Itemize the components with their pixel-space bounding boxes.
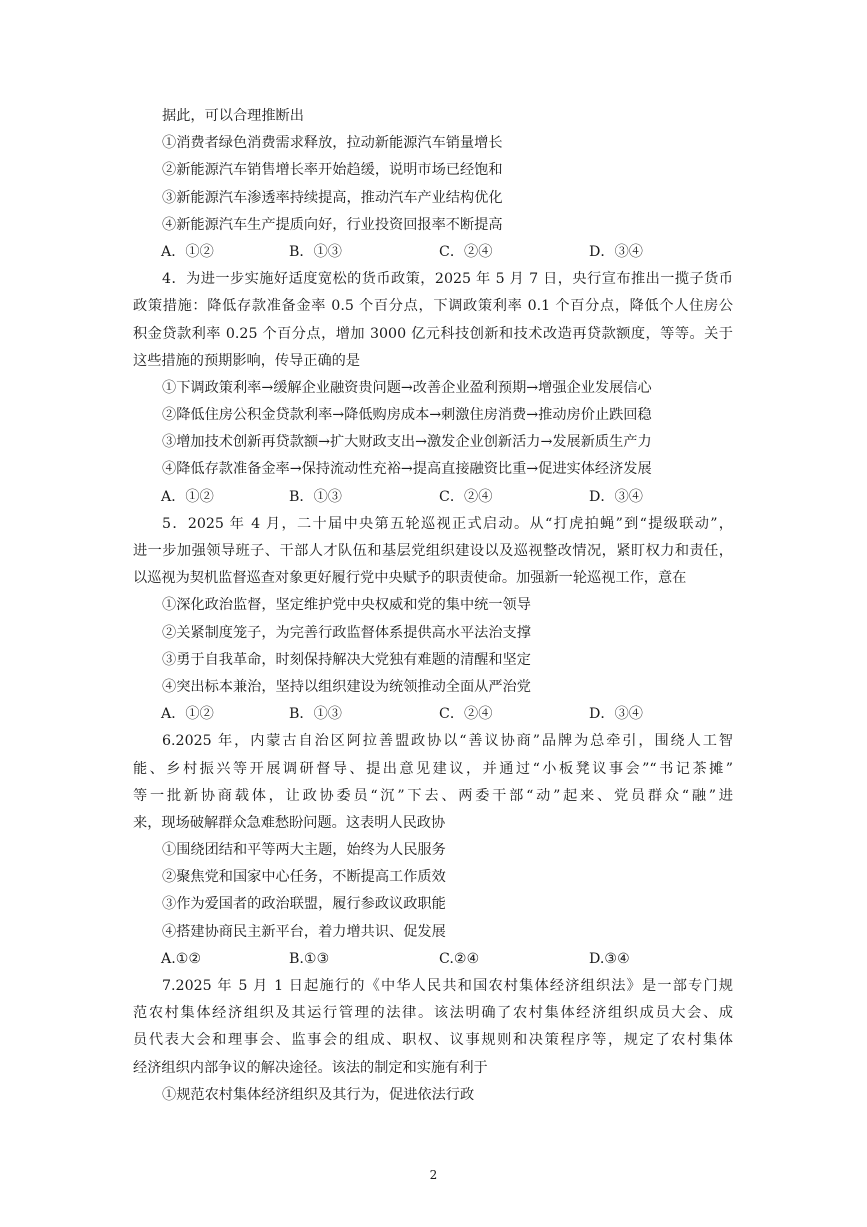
answer-choices bbox=[133, 701, 733, 728]
question-stem-line: 等一批新协商载体，让政协委员“沉”下去、两委干部“动”起来、党员群众“融”进 bbox=[133, 787, 733, 804]
answer-choice: A．①② bbox=[161, 706, 214, 723]
option-line: ①规范农村集体经济组织及其行为，促进依法行政 bbox=[162, 1086, 475, 1103]
option-line: ③新能源汽车渗透率持续提高，推动汽车产业结构优化 bbox=[162, 189, 503, 206]
option-line: ④新能源汽车生产提质向好，行业投资回报率不断提高 bbox=[162, 216, 503, 233]
answer-choices bbox=[133, 946, 733, 973]
question-stem-line: 7.2025 年 5 月 1 日起施行的《中华人民共和国农村集体经济组织法》是一部专门规 bbox=[162, 978, 733, 994]
answer-choice: C.②④ bbox=[439, 950, 480, 967]
option-line: ②降低住房公积金贷款利率→降低购房成本→刺激住房消费→推动房价止跌回稳 bbox=[162, 407, 652, 424]
question-stem-line: 6.2025 年，内蒙古自治区阿拉善盟政协以“善议协商”品牌为总牵引，围绕人工智 bbox=[162, 733, 733, 750]
question-stem-line: 4．为进一步实施好适度宽松的货币政策，2025 年 5 月 7 日，央行宣布推出一揽子货币 bbox=[162, 271, 733, 288]
answer-choices bbox=[133, 239, 733, 266]
question-stem-line: 以巡视为契机监督巡查对象更好履行党中央赋予的职责使命。加强新一轮巡视工作，意在 bbox=[133, 570, 687, 587]
answer-choice: D．③④ bbox=[589, 243, 643, 260]
answer-choice: B．①③ bbox=[289, 488, 342, 505]
answer-choice: A．①② bbox=[161, 488, 214, 505]
option-line: ②新能源汽车销售增长率开始趋缓，说明市场已经饱和 bbox=[162, 162, 503, 179]
page-number: 2 bbox=[429, 1168, 438, 1182]
answer-choice: B.①③ bbox=[289, 950, 330, 967]
option-line: ③勇于自我革命，时刻保持解决大党独有难题的清醒和坚定 bbox=[162, 651, 531, 668]
option-line: ④突出标本兼治，坚持以组织建设为统领推动全面从严治党 bbox=[162, 678, 531, 695]
answer-choice: C．②④ bbox=[439, 243, 493, 260]
answer-choice: B．①③ bbox=[289, 706, 342, 723]
question-stem-line: 员代表大会和理事会、监事会的组成、职权、议事规则和决策程序等，规定了农村集体 bbox=[133, 1032, 733, 1049]
answer-choice: D.③④ bbox=[589, 950, 630, 967]
answer-choice: D．③④ bbox=[589, 488, 643, 505]
question-stem-line: 来，现场破解群众急难愁盼问题。这表明人民政协 bbox=[133, 814, 446, 831]
answer-choice: B．①③ bbox=[289, 243, 342, 260]
question-stem-line: 政策措施：降低存款准备金率 0.5 个百分点，下调政策利率 0.1 个百分点，降低个人住房公 bbox=[133, 298, 733, 315]
option-line: ②聚焦党和国家中心任务，不断提高工作质效 bbox=[162, 869, 446, 886]
question-stem-line: 范农村集体经济组织及其运行管理的法律。该法明确了农村集体经济组织成员大会、成 bbox=[133, 1005, 733, 1022]
answer-choice: D．③④ bbox=[589, 706, 643, 723]
option-line: ①围绕团结和平等两大主题，始终为人民服务 bbox=[162, 842, 446, 859]
option-line: ①深化政治监督，坚定维护党中央权威和党的集中统一领导 bbox=[162, 597, 531, 614]
option-line: 据此，可以合理推断出 bbox=[162, 108, 304, 124]
answer-choice: C．②④ bbox=[439, 488, 493, 505]
question-stem-line: 积金贷款利率 0.25 个百分点，增加 3000 亿元科技创新和技术改造再贷款额度，等等。关于 bbox=[133, 325, 733, 342]
option-line: ④搭建协商民主新平台，着力增共识、促发展 bbox=[162, 923, 446, 940]
option-line: ③增加技术创新再贷款额→扩大财政支出→激发企业创新活力→发展新质生产力 bbox=[162, 434, 652, 451]
option-line: ③作为爱国者的政治联盟，履行参政议政职能 bbox=[162, 896, 446, 913]
answer-choices bbox=[133, 484, 733, 511]
answer-choice: A．①② bbox=[161, 243, 214, 260]
question-stem-line: 经济组织内部争议的解决途径。该法的制定和实施有利于 bbox=[133, 1059, 488, 1076]
question-stem-line: 能、乡村振兴等开展调研督导、提出意见建议，并通过“小板凳议事会”“书记茶摊” bbox=[133, 760, 733, 777]
option-line: ②关紧制度笼子，为完善行政监督体系提供高水平法治支撑 bbox=[162, 624, 531, 641]
option-line: ④降低存款准备金率→保持流动性充裕→提高直接融资比重→促进实体经济发展 bbox=[162, 461, 652, 478]
question-text-block bbox=[133, 103, 733, 1109]
question-stem-line: 进一步加强领导班子、干部人才队伍和基层党组织建设以及巡视整改情况，紧盯权力和责任， bbox=[133, 543, 733, 559]
option-line: ①消费者绿色消费需求释放，拉动新能源汽车销量增长 bbox=[162, 135, 503, 152]
option-line: ①下调政策利率→缓解企业融资贵问题→改善企业盈利预期→增强企业发展信心 bbox=[162, 379, 652, 396]
answer-choice: C．②④ bbox=[439, 706, 493, 723]
question-stem-line: 这些措施的预期影响，传导正确的是 bbox=[133, 352, 361, 369]
question-stem-line: 5．2025 年 4 月，二十届中央第五轮巡视正式启动。从“打虎拍蝇”到“提级联动”， bbox=[162, 515, 733, 532]
answer-choice: A.①② bbox=[161, 950, 202, 967]
